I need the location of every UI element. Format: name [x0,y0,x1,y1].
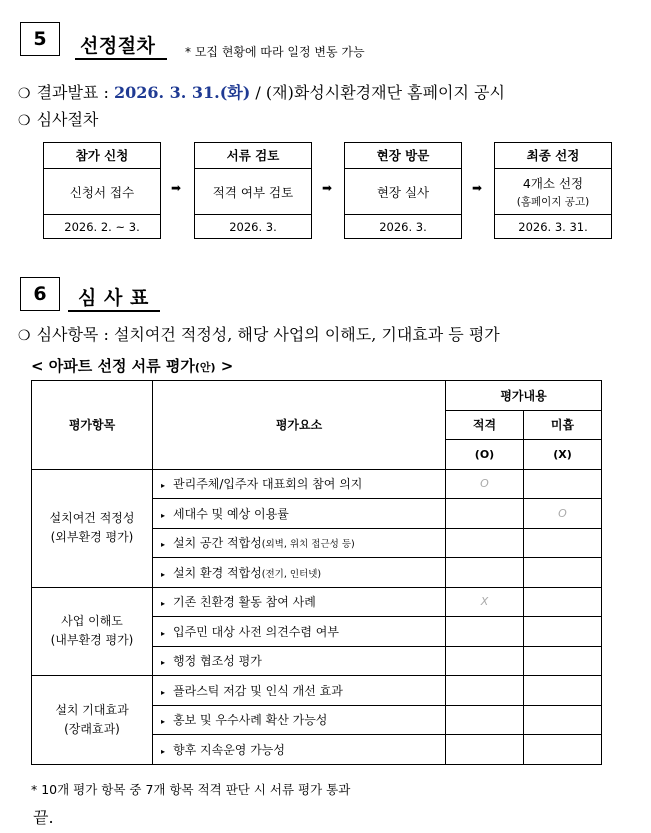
step-sub: (홈페이지 공고) [516,196,590,208]
hollow-circle-icon: ❍ [18,86,31,102]
triangle-right-icon: ▸ [161,481,166,491]
category-cell: 설치 기대효과 (장래효과) [32,676,153,765]
process-label: 심사절차 [36,110,99,129]
pass-cell[interactable] [446,617,524,647]
header-pass-mark: (O) [446,440,524,470]
step-body: 4개소 선정 (홈페이지 공고) [495,169,611,215]
process-step-3 [344,142,462,239]
footnote: * 10개 평가 항목 중 7개 항목 적격 판단 시 서류 평가 통과 [31,782,351,797]
evaluation-table [31,380,602,765]
category-cell: 설치여건 적정성 (외부환경 평가) [32,469,153,587]
criteria-line [18,322,500,345]
section-title-underline [68,310,160,312]
eval-item: ▸ 세대수 및 예상 이용률 [153,499,446,529]
step-body: 적격 여부 검토 [195,169,311,215]
triangle-right-icon: ▸ [161,658,166,668]
fail-cell[interactable] [524,469,602,499]
eval-item: ▸ 설치 환경 적합성(전기, 인터넷) [153,558,446,588]
header-content: 평가내용 [446,381,602,411]
triangle-right-icon: ▸ [161,540,166,550]
category-cell: 사업 이해도 (내부환경 평가) [32,587,153,676]
table-row [32,469,602,499]
step-date: 2026. 3. 31. [518,220,588,234]
fail-cell[interactable] [524,528,602,558]
eval-item: ▸ 관리주체/입주자 대표회의 참여 의지 [153,469,446,499]
triangle-right-icon: ▸ [161,599,166,609]
fail-cell[interactable] [524,646,602,676]
fail-cell[interactable] [524,617,602,647]
triangle-right-icon: ▸ [161,569,166,579]
result-label: 결과발표 : [36,83,114,102]
triangle-right-icon: ▸ [161,746,166,756]
pass-cell[interactable]: X [446,587,524,617]
eval-item: ▸ 기존 친환경 활동 참여 사례 [153,587,446,617]
pass-cell[interactable] [446,705,524,735]
section-title-underline [75,58,167,60]
step-date: 2026. 3. [379,220,427,234]
process-step-4 [494,142,612,239]
pass-cell[interactable] [446,676,524,706]
criteria-text: 심사항목 : 설치여건 적정성, 해당 사업의 이해도, 기대효과 등 평가 [36,325,500,344]
pass-cell[interactable] [446,528,524,558]
process-step-1 [43,142,161,239]
triangle-right-icon: ▸ [161,717,166,727]
fail-cell[interactable]: O [524,499,602,529]
triangle-right-icon: ▸ [161,687,166,697]
pass-cell[interactable] [446,735,524,765]
pass-cell[interactable] [446,499,524,529]
header-fail: 미흡 [524,410,602,440]
result-rest: / (재)화성시환경재단 홈페이지 공시 [250,83,505,102]
result-date: 2026. 3. 31.(화) [113,83,251,102]
header-pass: 적격 [446,410,524,440]
section-number-6: 6 [20,277,60,311]
arrow-right-icon: ➡ [171,181,182,195]
pass-cell[interactable] [446,646,524,676]
fail-cell[interactable] [524,676,602,706]
result-announcement [18,80,505,103]
fail-cell[interactable] [524,705,602,735]
fail-cell[interactable] [524,558,602,588]
process-step-2 [194,142,312,239]
step-body: 신청서 접수 [44,169,160,215]
arrow-right-icon: ➡ [472,181,483,195]
eval-item: ▸ 행정 협조성 평가 [153,646,446,676]
header-category: 평가항목 [32,381,153,470]
step-date: 2026. 2. ~ 3. [64,220,140,234]
pass-cell[interactable] [446,558,524,588]
step-head: 참가 신청 [44,143,160,169]
hollow-circle-icon: ❍ [18,328,31,344]
step-body: 현장 실사 [345,169,461,215]
section-number-5: 5 [20,22,60,56]
step-head: 현장 방문 [345,143,461,169]
eval-item: ▸ 입주민 대상 사전 의견수렴 여부 [153,617,446,647]
end-mark: 끝. [33,808,54,827]
eval-item: ▸ 홍보 및 우수사례 확산 가능성 [153,705,446,735]
process-heading [18,107,98,130]
section-title-6: 심 사 표 [78,287,149,309]
header-fail-mark: (X) [524,440,602,470]
eval-item: ▸ 플라스틱 저감 및 인식 개선 효과 [153,676,446,706]
triangle-right-icon: ▸ [161,628,166,638]
eval-item: ▸ 향후 지속운영 가능성 [153,735,446,765]
arrow-right-icon: ➡ [322,181,333,195]
table-title: < 아파트 선정 서류 평가(안) > [31,357,234,375]
schedule-note: * 모집 현황에 따라 일정 변동 가능 [185,45,365,59]
header-element: 평가요소 [153,381,446,470]
table-row [32,676,602,706]
eval-item: ▸ 설치 공간 적합성(외벽, 위치 접근성 등) [153,528,446,558]
fail-cell[interactable] [524,735,602,765]
section-title-5: 선정절차 [80,35,156,57]
table-row [32,587,602,617]
step-head: 서류 검토 [195,143,311,169]
step-date: 2026. 3. [229,220,277,234]
pass-cell[interactable]: O [446,469,524,499]
fail-cell[interactable] [524,587,602,617]
step-head: 최종 선정 [495,143,611,169]
triangle-right-icon: ▸ [161,510,166,520]
hollow-circle-icon: ❍ [18,113,31,129]
